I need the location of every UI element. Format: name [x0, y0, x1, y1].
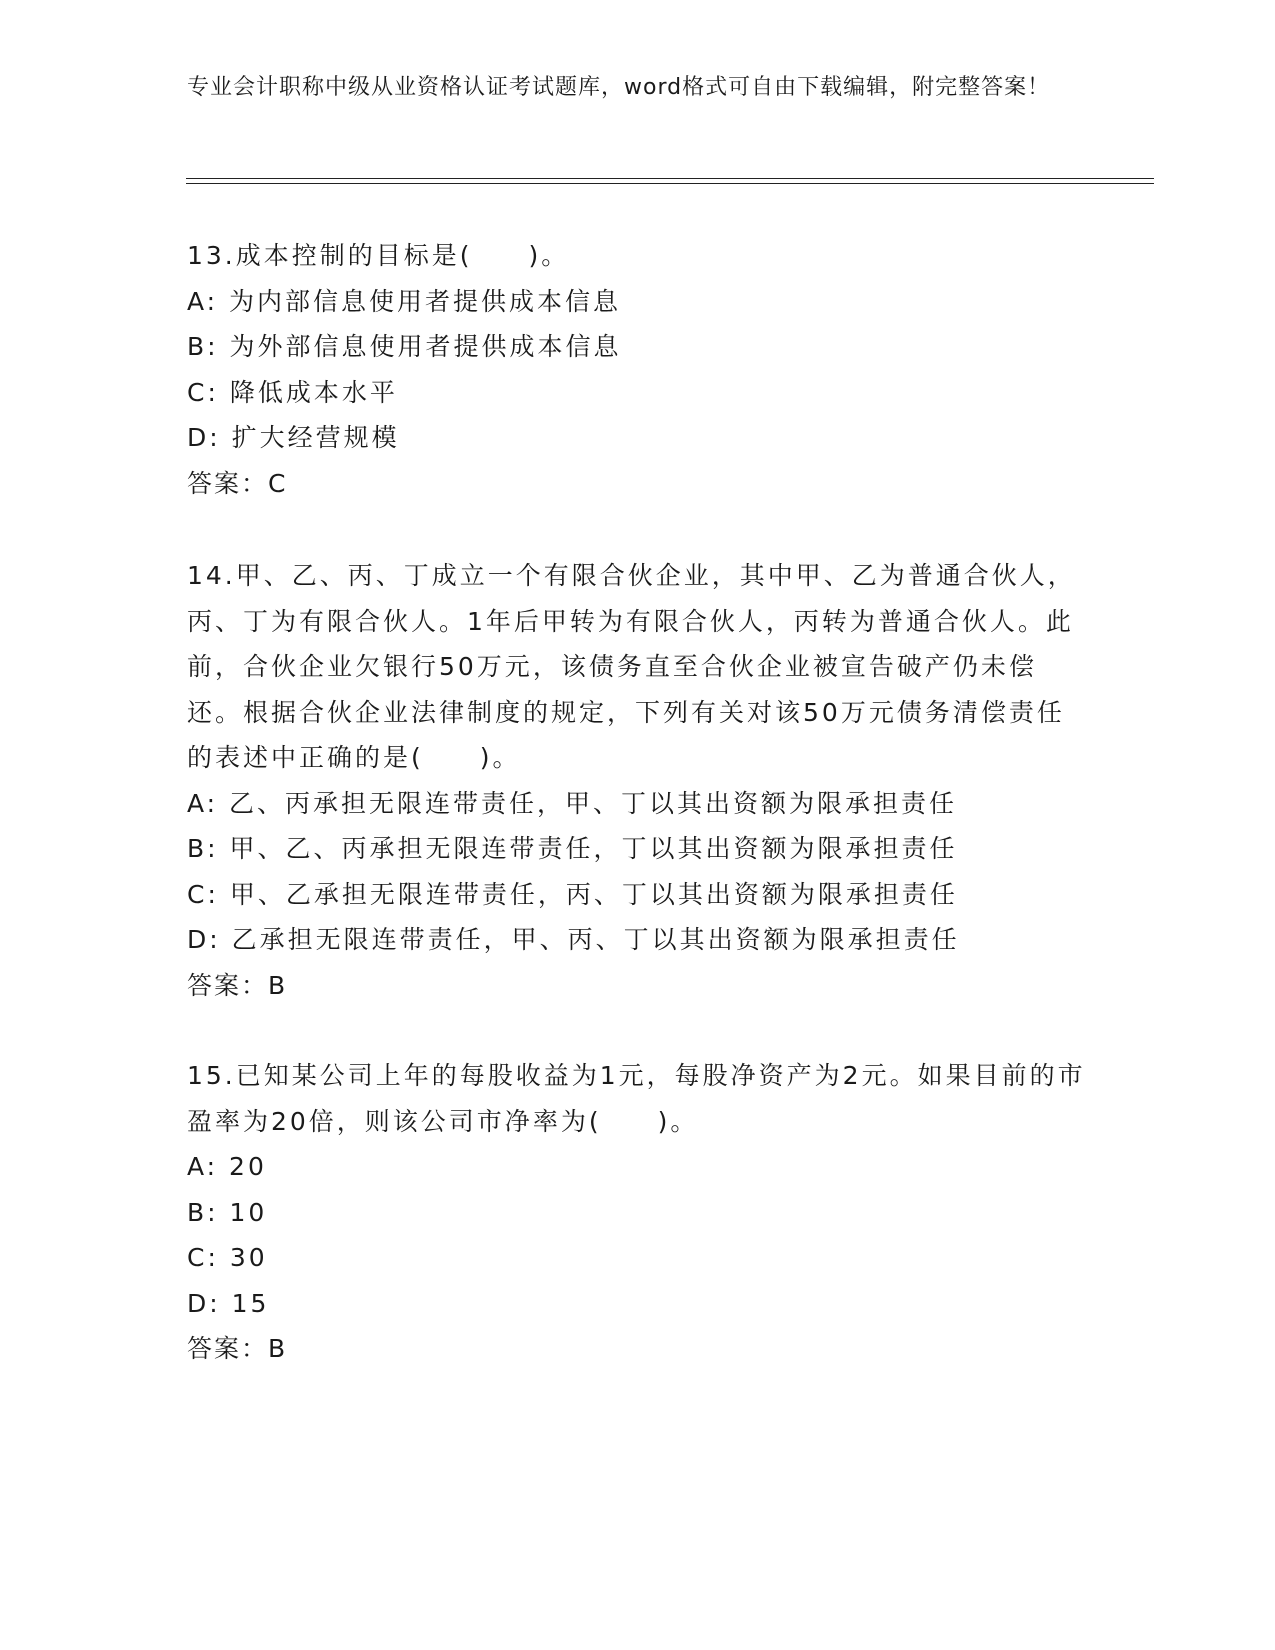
option-c: C: 30 — [187, 1243, 268, 1272]
question-stem: 14.甲、乙、丙、丁成立一个有限合伙企业，其中甲、乙为普通合伙人，丙、丁为有限合伙人。1年后甲转为有限合伙人，丙转为普通合伙人。此前，合伙企业欠银行50万元，该债务直至合伙企业被宣告破产仍未偿还。根据合伙企业法律制度的规定，下列有关对该50万元债务清偿责任的表述中正确的是( )。 — [187, 561, 1076, 772]
question-14 — [187, 553, 1087, 1008]
option-a: A: 20 — [187, 1152, 267, 1181]
question-stem: 13.成本控制的目标是( )。 — [187, 241, 570, 270]
question-13 — [187, 233, 1087, 506]
option-a: A: 为内部信息使用者提供成本信息 — [187, 286, 622, 316]
option-a: A: 乙、丙承担无限连带责任，甲、丁以其出资额为限承担责任 — [187, 788, 958, 818]
option-b: B: 为外部信息使用者提供成本信息 — [187, 332, 622, 361]
option-d: D: 15 — [187, 1288, 270, 1318]
header-double-rule — [186, 178, 1154, 184]
option-b: B: 甲、乙、丙承担无限连带责任，丁以其出资额为限承担责任 — [187, 834, 958, 863]
option-b: B: 10 — [187, 1197, 268, 1227]
answer: 答案：B — [187, 1334, 288, 1363]
answer: 答案：B — [187, 970, 288, 1000]
answer: 答案：C — [187, 468, 288, 498]
question-15 — [187, 1053, 1087, 1372]
option-d: D: 扩大经营规模 — [187, 423, 400, 452]
option-c: C: 降低成本水平 — [187, 377, 398, 407]
option-d: D: 乙承担无限连带责任，甲、丙、丁以其出资额为限承担责任 — [187, 925, 960, 954]
option-c: C: 甲、乙承担无限连带责任，丙、丁以其出资额为限承担责任 — [187, 879, 958, 909]
question-stem: 15.已知某公司上年的每股收益为1元，每股净资产为2元。如果目前的市盈率为20倍，则该公司市净率为( )。 — [187, 1061, 1086, 1136]
document-header-note: 专业会计职称中级从业资格认证考试题库，word格式可自由下载编辑，附完整答案！ — [187, 75, 1051, 100]
